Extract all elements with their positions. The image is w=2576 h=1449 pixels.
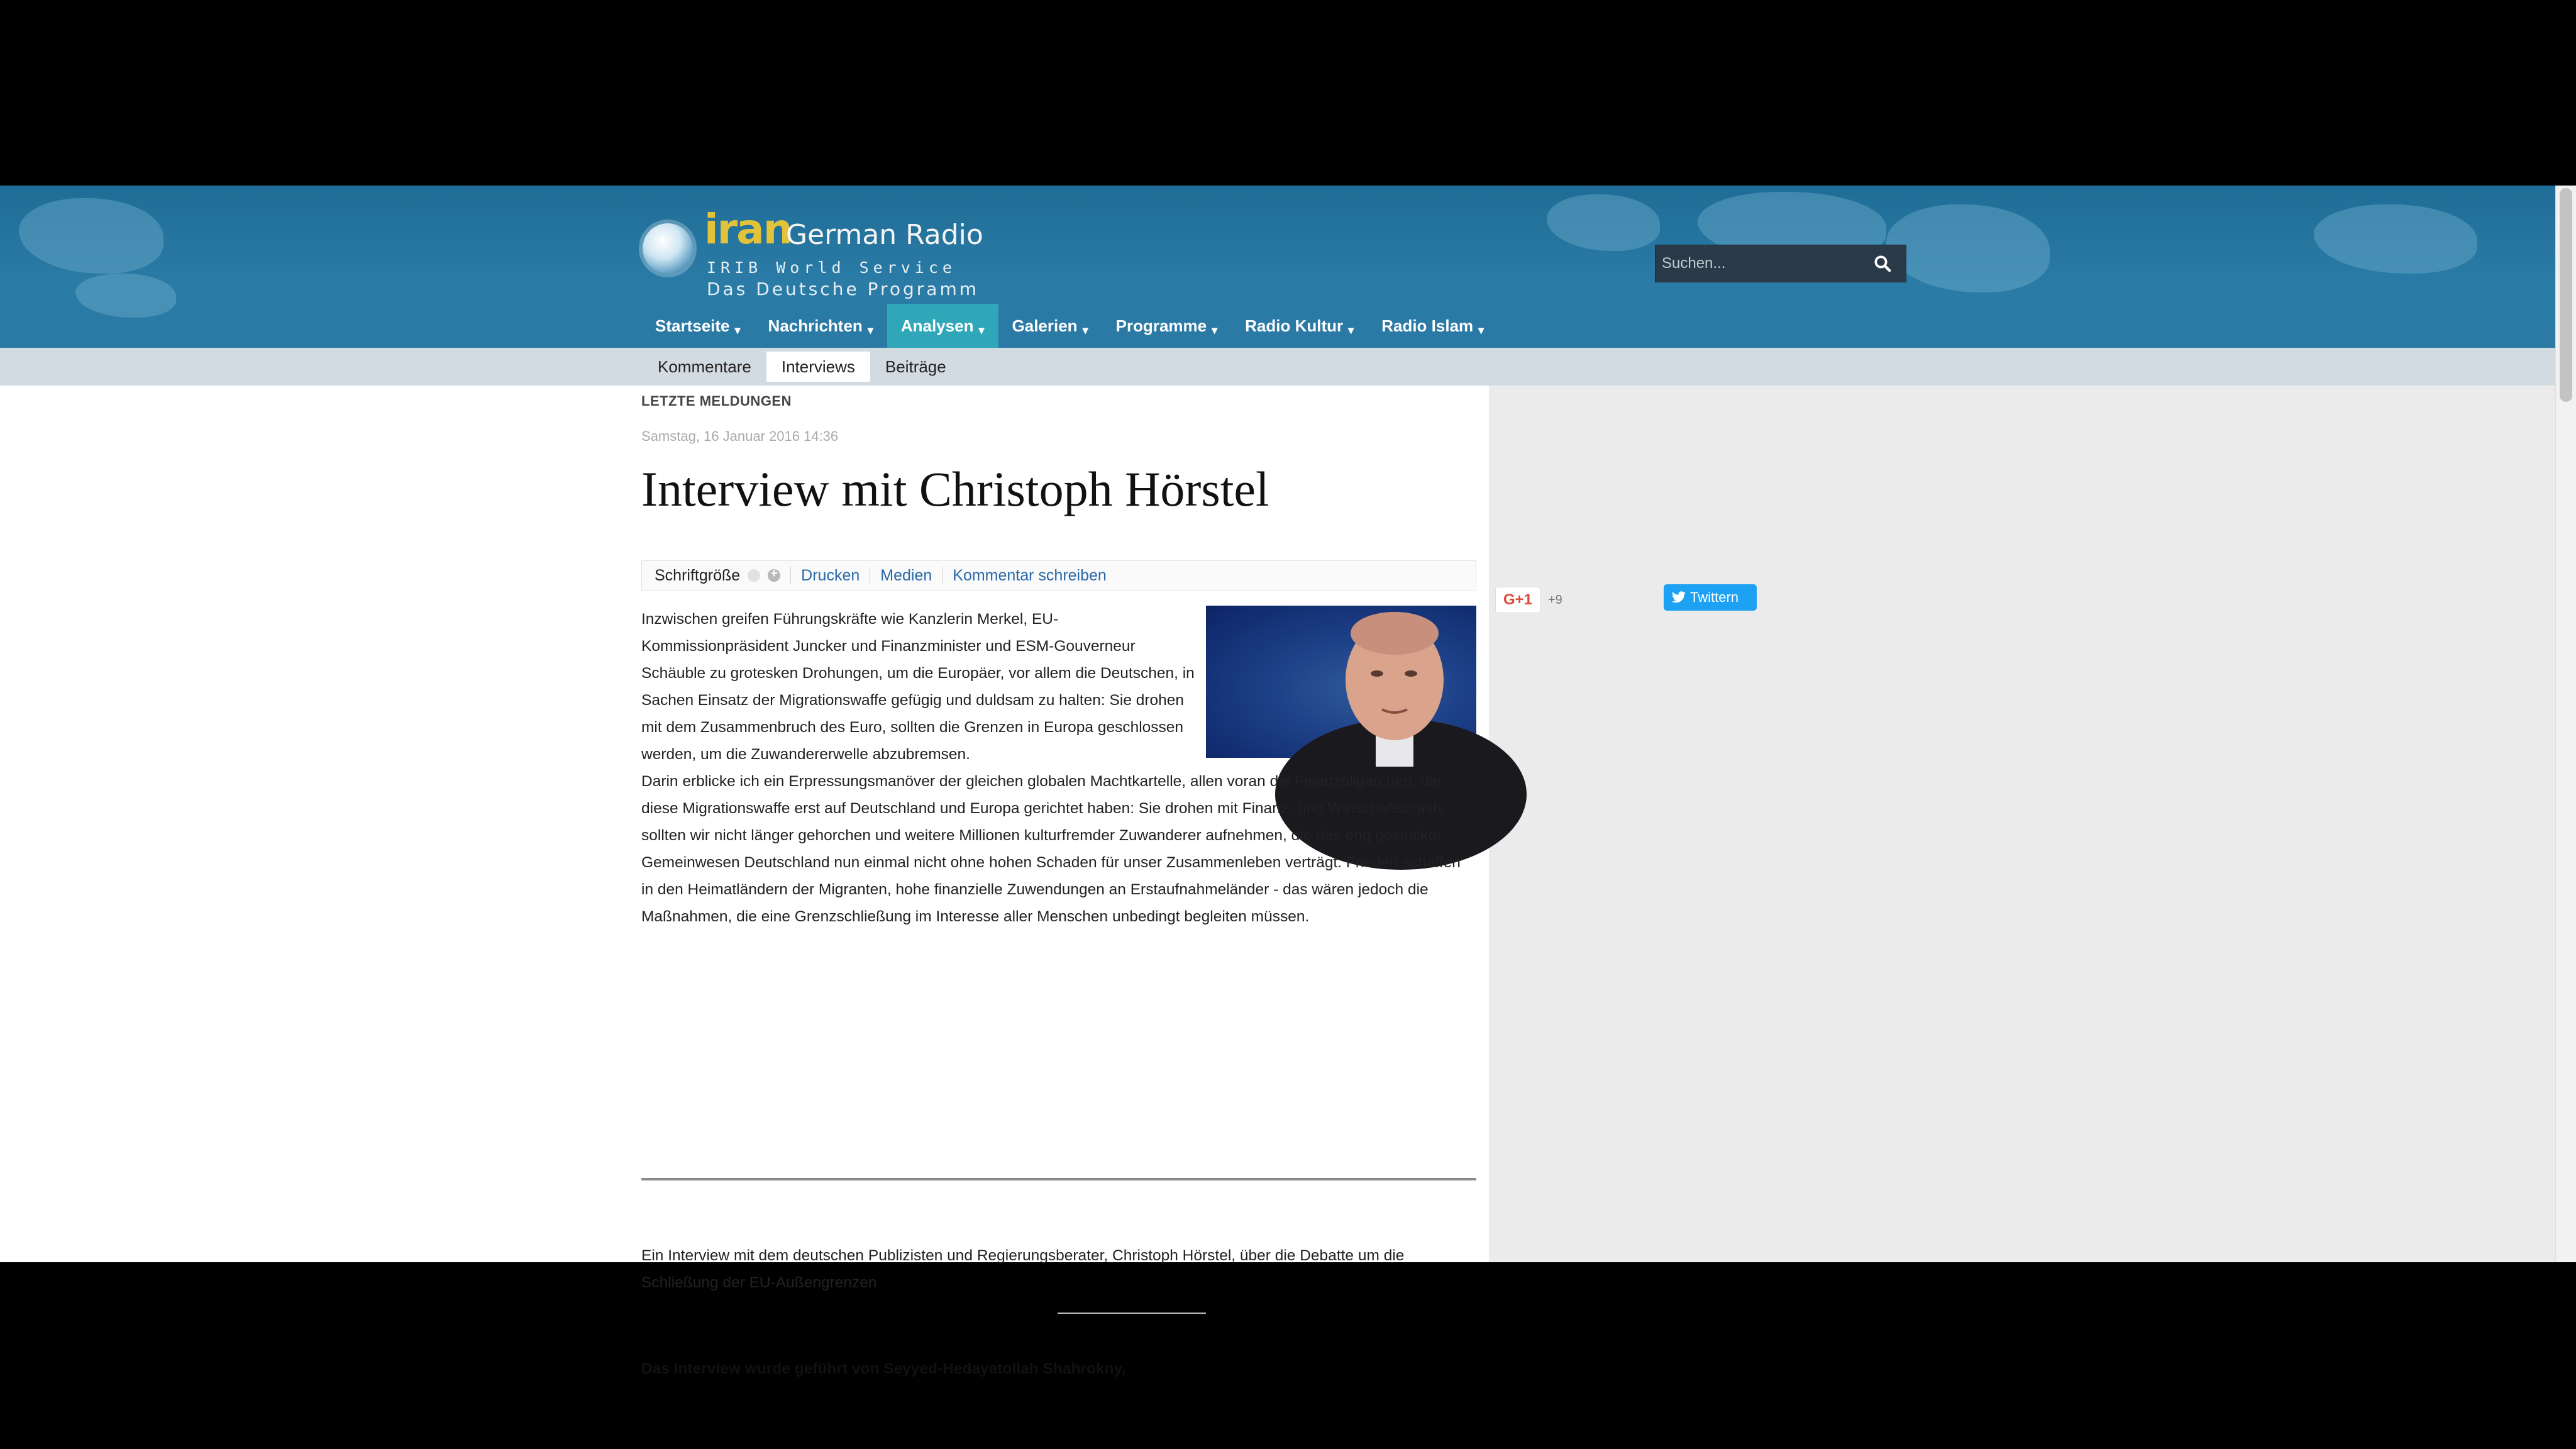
chevron-down-icon: ▾ — [1212, 324, 1218, 336]
sub-nav — [0, 348, 2555, 386]
world-map-decoration — [75, 274, 176, 318]
write-comment-link[interactable]: Kommentar schreiben — [953, 566, 1107, 584]
article-toolbar — [641, 560, 1476, 591]
article-date: Samstag, 16 Januar 2016 14:36 — [641, 428, 839, 444]
nav-item-nachrichten[interactable] — [755, 304, 887, 348]
subnav-item-kommentare[interactable]: Kommentare — [658, 357, 751, 376]
tweet-button[interactable] — [1664, 584, 1757, 611]
nav-item-label: Radio Kultur — [1245, 316, 1344, 335]
search-box — [1655, 245, 1906, 282]
sidebar-column — [1489, 386, 2555, 1262]
article-byline: Das Interview wurde geführt von Seyyed-Hedayatollah Shahrokny, — [641, 1360, 1126, 1377]
twitter-bird-icon — [1671, 591, 1686, 604]
world-map-decoration — [1547, 194, 1660, 251]
divider — [641, 1178, 1476, 1180]
scrollbar[interactable] — [2555, 186, 2576, 1262]
nav-item-label: Programme — [1115, 316, 1207, 335]
browser-viewport — [0, 186, 2575, 1377]
site-logo[interactable] — [641, 204, 993, 305]
nav-item-radio-islam[interactable] — [1368, 304, 1498, 348]
article-paragraph: Darin erblicke ich ein Erpressungsmanöver der gleichen globalen Machtkartelle, allen voran die Finanzoligarchen, die diese Migrationswaffe erst auf Deutschland und Europa gerichtet haben: Sie drohen mit Finanz- und Wirtschaftscrash, sollten wir nicht länger gehorchen und weitere Millionen kulturfremder Zuwanderer aufnehmen, die das eng gestrickte Gemeinwesen Deutschland nun einmal nicht ohne hohen Schaden für unser Zusammenleben verträgt. Frieden schaffen in den Heimatländern der Migranten, hohe finanzielle Zuwendungen an Erstaufnahmeländer - das wären jedoch die Maßnahmen, die eine Grenzschließung im Interesse aller Menschen unbedingt begleiten müssen. — [641, 773, 1461, 925]
decrease-font-icon[interactable] — [748, 569, 760, 582]
world-map-decoration — [19, 198, 163, 274]
chevron-down-icon: ▾ — [1348, 324, 1354, 336]
article-body — [641, 606, 1476, 930]
logo-radio-text: German Radio — [786, 219, 983, 251]
nav-item-programme[interactable] — [1102, 304, 1232, 348]
site-header — [0, 186, 2555, 348]
article — [641, 386, 1478, 1377]
media-link[interactable]: Medien — [880, 566, 932, 584]
nav-item-label: Startseite — [655, 316, 730, 335]
article-paragraph: Inzwischen greifen Führungskräfte wie Kanzlerin Merkel, EU-Kommissionpräsident Juncker und Finanzminister und ESM-Gouverneur Schäuble zu grotesken Drohungen, um die Europäer, vor allem die Deutschen, in Sachen Einsatz der Migrationswaffe gefügig und duldsam zu halten: Sie drohen mit dem Zusammenbruch des Euro, sollten die Grenzen in Europa geschlossen werden, um die Zuwandererwelle abzubremsen. — [641, 611, 1195, 763]
world-map-decoration — [1886, 204, 2050, 292]
toolbar-divider — [790, 567, 791, 584]
chevron-down-icon: ▾ — [978, 324, 985, 336]
world-map-decoration — [2314, 204, 2477, 274]
search-input[interactable] — [1656, 245, 1863, 282]
print-link[interactable]: Drucken — [801, 566, 860, 584]
logo-subtitle-2: Das Deutsche Programm — [707, 279, 979, 299]
nav-item-label: Analysen — [900, 316, 974, 335]
google-plus-button[interactable]: G+1 — [1495, 587, 1540, 613]
nav-item-label: Galerien — [1012, 316, 1078, 335]
nav-item-label: Nachrichten — [768, 316, 863, 335]
nav-item-galerien[interactable] — [998, 304, 1102, 348]
nav-item-radio-kultur[interactable] — [1231, 304, 1368, 348]
nav-item-analysen[interactable] — [887, 304, 998, 348]
logo-subtitle-1: IRIB World Service — [707, 258, 956, 277]
scrollbar-thumb[interactable] — [2560, 188, 2572, 402]
subnav-item-interviews[interactable]: Interviews — [766, 352, 870, 382]
logo-brand: iran — [704, 205, 792, 253]
google-plus-count: +9 — [1548, 593, 1562, 607]
interview-intro: Ein Interview mit dem deutschen Publizisten und Regierungsberater, Christoph Hörstel, über die Debatte um die Schließung der EU-Außengrenzen — [641, 1247, 1405, 1291]
toolbar-divider — [942, 567, 943, 584]
nav-item-startseite[interactable] — [641, 304, 755, 348]
chevron-down-icon: ▾ — [734, 324, 741, 336]
chevron-down-icon: ▾ — [1478, 324, 1484, 336]
subnav-item-beitraege[interactable]: Beiträge — [885, 357, 946, 376]
section-kicker: LETZTE MELDUNGEN — [641, 393, 792, 409]
globe-icon — [643, 223, 693, 274]
tweet-label: Twittern — [1690, 589, 1739, 605]
search-icon[interactable] — [1873, 254, 1892, 273]
nav-item-label: Radio Islam — [1381, 316, 1474, 335]
font-size-label: Schriftgröße — [655, 566, 741, 584]
main-nav — [641, 304, 1498, 348]
chevron-down-icon: ▾ — [1082, 324, 1088, 336]
increase-font-icon[interactable] — [768, 569, 780, 582]
article-title: Interview mit Christoph Hörstel — [641, 462, 1269, 516]
chevron-down-icon: ▾ — [867, 324, 873, 336]
divider — [1058, 1313, 1206, 1314]
